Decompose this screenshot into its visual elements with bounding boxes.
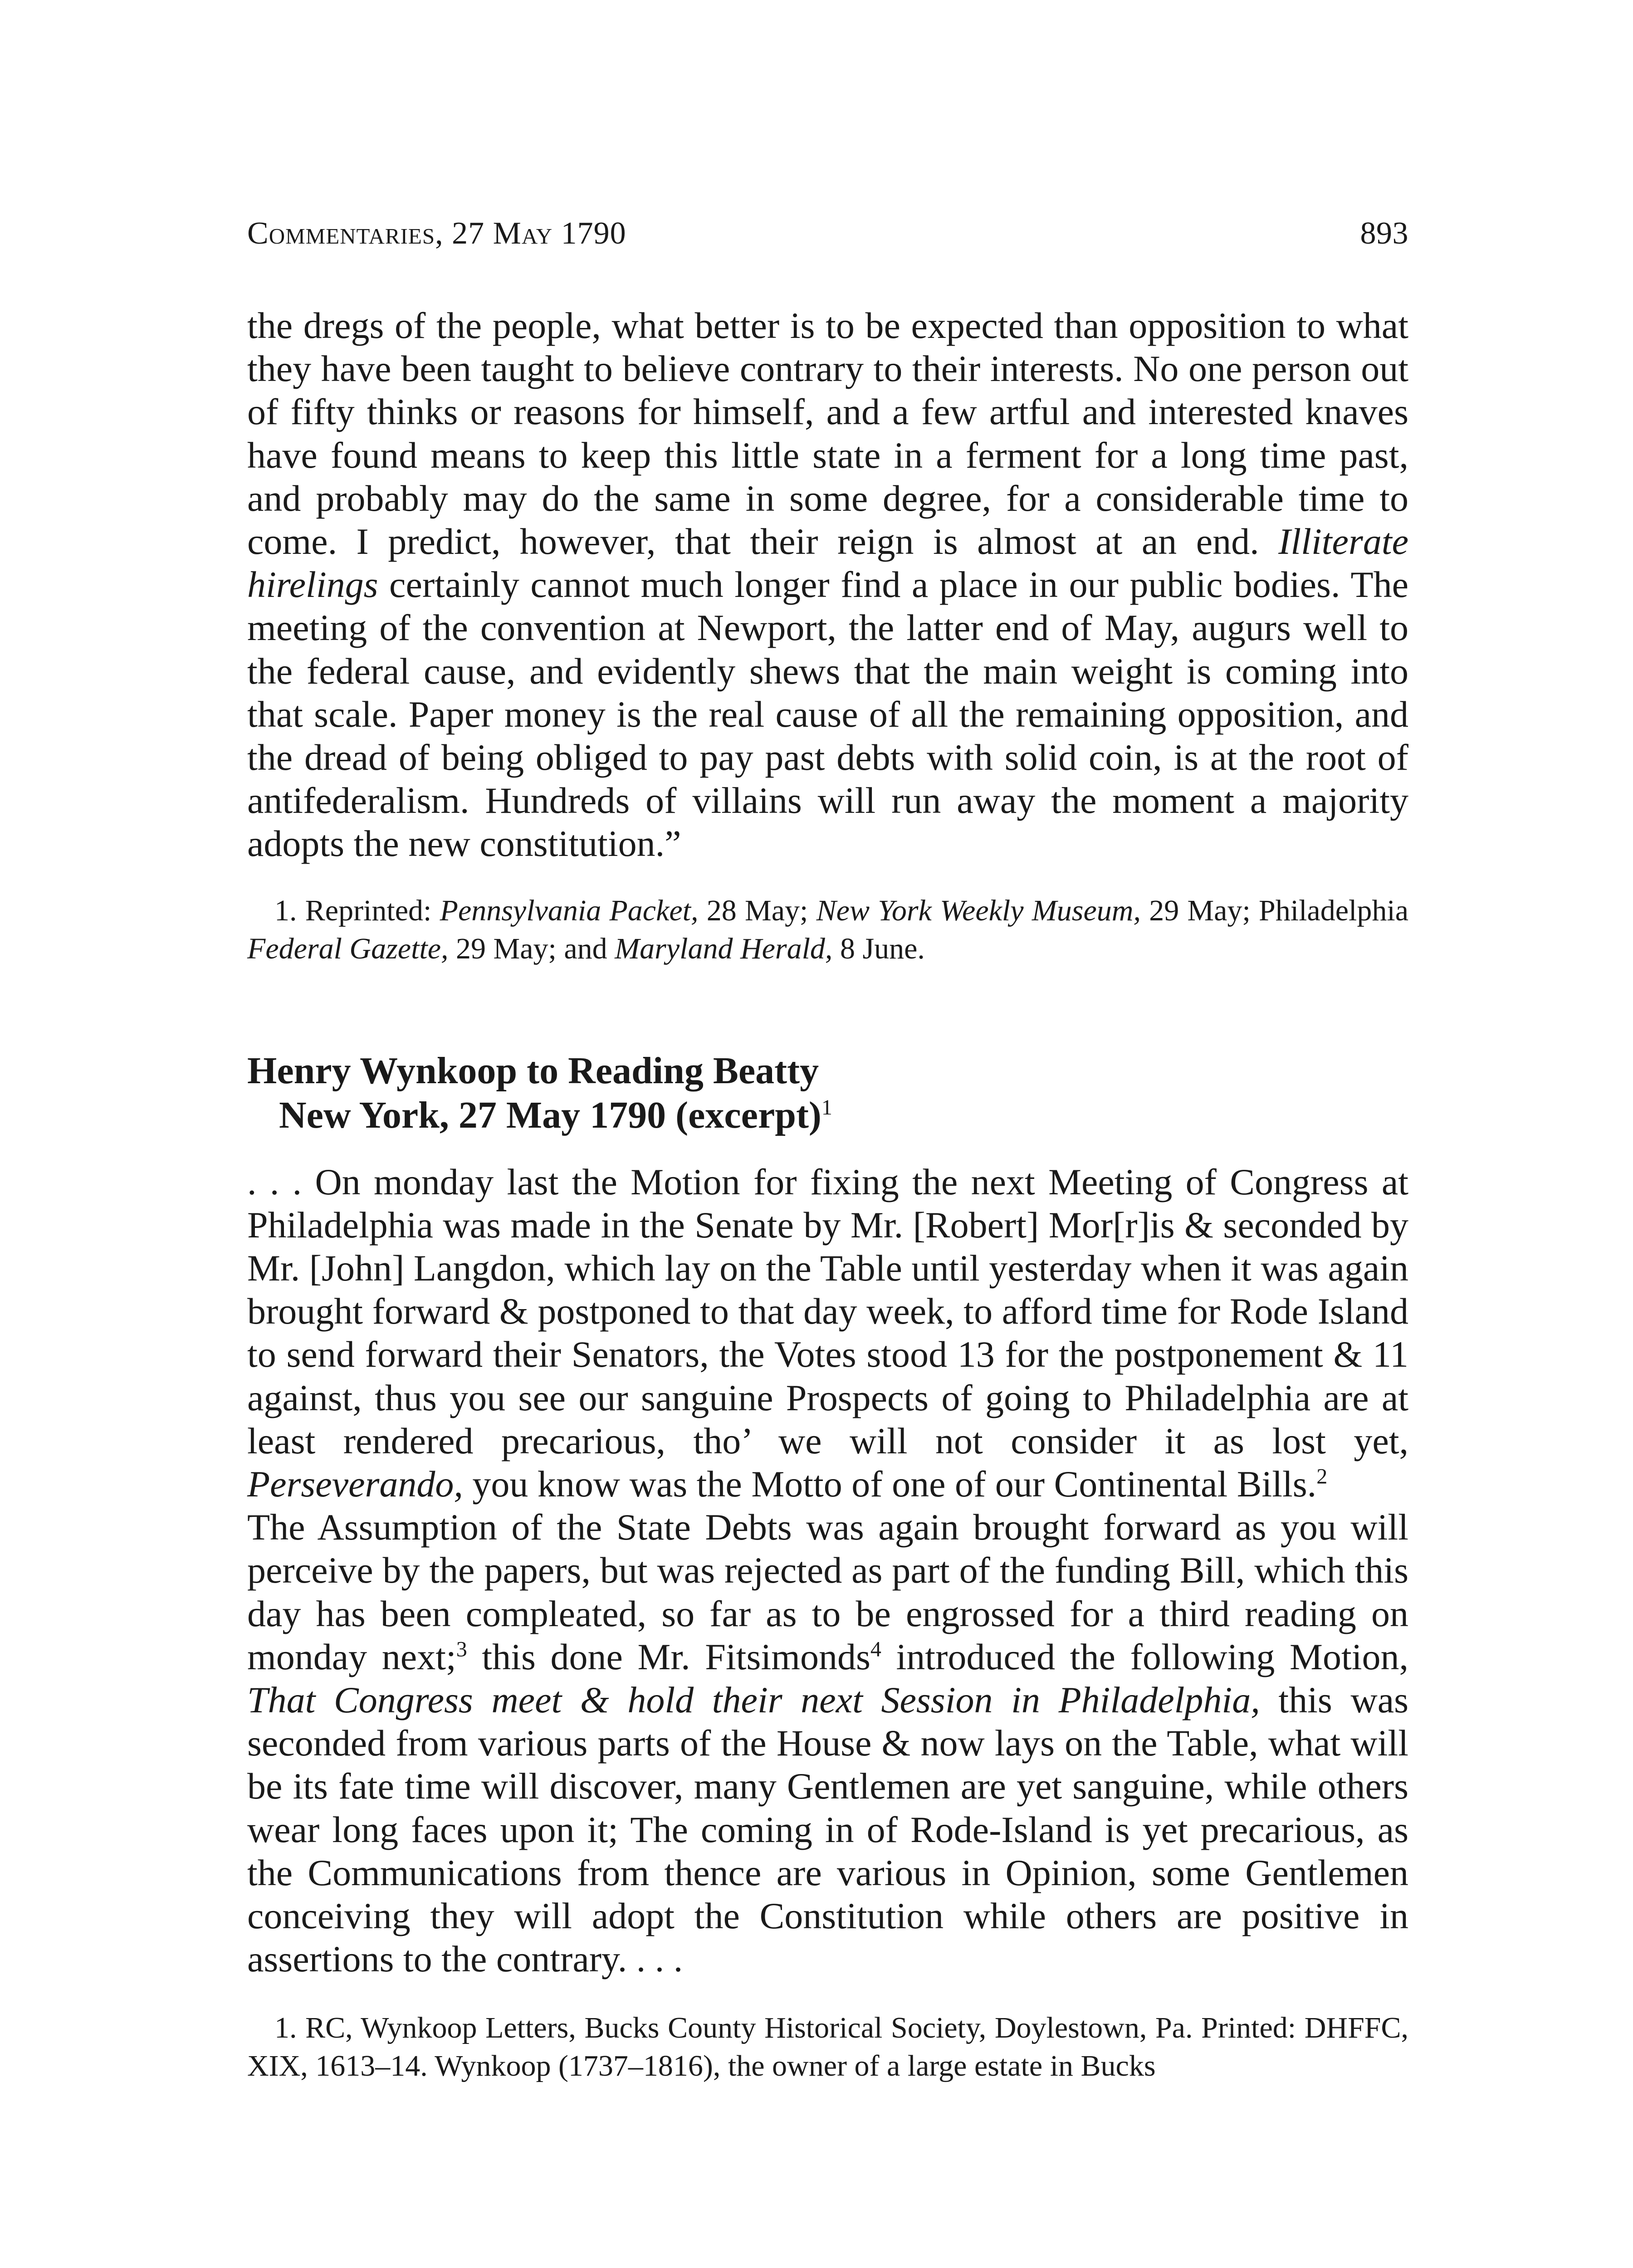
heading-line-2: [247, 1093, 1408, 1138]
footnote-ref: 1: [821, 1095, 832, 1119]
letter-paragraph-2: [247, 1505, 1408, 1980]
text-run: certainly cannot much longer find a place in our public bodies. The meeting of the convention at Newport, the latter end of May, augurs well to the federal cause, and evidently shews that the main weight is coming into that scale. Paper money is the real cause of all the remaining opposition, and the dread of being obliged to pay past debts with solid coin, is at the root of antifederalism. Hundreds of villains will run away the moment a majority adopts the new constitution.”: [247, 564, 1408, 865]
text-run: you know was the Motto of one of our Continental Bills.: [463, 1463, 1317, 1505]
text-run: 8 June.: [832, 932, 925, 965]
text-run: 29 May; Philadelphia: [1140, 894, 1408, 927]
italic-text: Perseverando,: [247, 1463, 463, 1505]
document-heading: [247, 1049, 1408, 1138]
text-run: this done Mr. Fitsimonds: [467, 1636, 870, 1677]
page-number: 893: [1360, 216, 1408, 251]
document-page: [247, 213, 1408, 2085]
italic-text: That Congress meet & hold their next Session in Philadelphia,: [247, 1679, 1260, 1721]
text-run: . . . On monday last the Motion for fixing the next Meeting of Congress at Philadelphia was made in the Senate by Mr. [Robert] Mor[r]is & seconded by Mr. [John] Langdon, which lay on the Table until yesterday when it was again brought forward & postponed to that day week, to afford time for Rode Island to send forward their Senators, the Votes stood 13 for the postponement & 11 against, thus you see our sanguine Prospects of going to Philadelphia are at least rendered precarious, tho’ we will not consider it as lost yet,: [247, 1161, 1408, 1461]
letter-body: [247, 1160, 1408, 1981]
italic-text: Illiterate hirelings: [247, 521, 1408, 606]
main-text: [247, 304, 1408, 2085]
text-run: 28 May;: [698, 894, 816, 927]
footnote: [247, 892, 1408, 968]
continuation-paragraph: [247, 304, 1408, 865]
footnote-block-2: [247, 2009, 1408, 2085]
running-head-title: Commentaries, 27 May 1790: [247, 216, 626, 251]
footnote-block-1: [247, 892, 1408, 968]
text-run: The Assumption of the State Debts was again brought forward as you will perceive by the papers, but was rejected as part of the funding Bill, which this day has been compleated, so far as to be engrossed for a third reading on monday next;: [247, 1506, 1408, 1677]
heading-dateline: New York, 27 May 1790 (excerpt): [279, 1094, 821, 1136]
footnote-ref: 2: [1316, 1464, 1328, 1489]
running-head: [247, 213, 1408, 254]
italic-text: Pennsylvania Packet,: [440, 894, 699, 927]
text-run: introduced the following Motion,: [881, 1636, 1409, 1677]
footnote-ref: 4: [870, 1637, 881, 1662]
italic-text: New York Weekly Museum,: [816, 894, 1141, 927]
footnote-ref: 3: [456, 1637, 467, 1662]
text-run: 1. Reprinted:: [274, 894, 440, 927]
text-run: this was seconded from various parts of the House & now lays on the Table, what will be its fate time will discover, many Gentlemen are yet sanguine, while others wear long faces upon it; The coming in of Rode-Island is yet precarious, as the Communications from thence are various in Opinion, some Gentlemen conceiving they will adopt the Constitution while others are positive in assertions to the contrary. . . .: [247, 1679, 1408, 1980]
text-run: 29 May; and: [448, 932, 615, 965]
heading-line-1: Henry Wynkoop to Reading Beatty: [247, 1049, 819, 1092]
italic-text: Maryland Herald,: [615, 932, 833, 965]
letter-paragraph-1: [247, 1160, 1408, 1506]
text-run: the dregs of the people, what better is to be expected than opposition to what they have been taught to believe contrary to their interests. No one person out of fifty thinks or reasons for himself, and a few artful and interested knaves have found means to keep this little state in a ferment for a long time past, and probably may do the same in some degree, for a considerable time to come. I predict, however, that their reign is almost at an end.: [247, 305, 1408, 562]
footnote: 1. RC, Wynkoop Letters, Bucks County Historical Society, Doylestown, Pa. Printed: DHFFC, XIX, 1613–14. Wynkoop (1737–1816), the owner of a large estate in Bucks: [247, 2011, 1408, 2082]
italic-text: Federal Gazette,: [247, 932, 449, 965]
